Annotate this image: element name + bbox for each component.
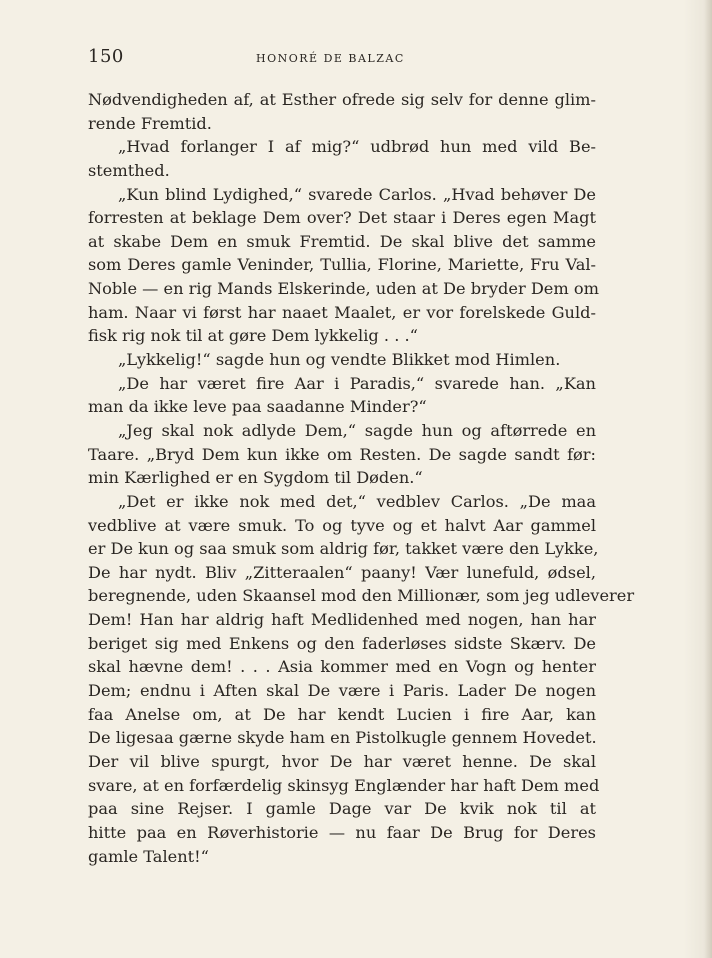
text-line: Noble — en rig Mands Elskerinde, uden at De bryder Dem om	[88, 279, 599, 299]
text-line: som Deres gamle Veninder, Tullia, Florine, Mariette, Fru Val-	[88, 255, 596, 275]
text-line: Dem; endnu i Aften skal De være i Paris. Lader De nogen	[88, 681, 596, 701]
text-line: er De kun og saa smuk som aldrig før, takket være den Lykke,	[88, 539, 599, 559]
text-line: De har nydt. Bliv „Zitteraalen“ paany! Vær lunefuld, ødsel,	[88, 562, 596, 582]
text-line: svare, at en forfærdelig skinsyg Englænder har haft Dem med	[88, 775, 600, 795]
text-line: paa sine Rejser. I gamle Dage var De kvik nok til at	[88, 799, 596, 819]
text-line: at skabe Dem en smuk Fremtid. De skal blive det samme	[88, 231, 596, 251]
body-text	[88, 88, 635, 868]
text-line: „Jeg skal nok adlyde Dem,“ sagde hun og aftørrede en	[118, 420, 596, 440]
text-line: forresten at beklage Dem over? Det staar i Deres egen Magt	[88, 208, 596, 228]
text-line: Dem! Han har aldrig haft Medlidenhed med nogen, han har	[88, 610, 596, 630]
text-line: man da ikke leve paa saadanne Minder?“	[88, 397, 427, 417]
text-line: fisk rig nok til at gøre Dem lykkelig . . .“	[88, 326, 418, 346]
text-line: Der vil blive spurgt, hvor De har været henne. De skal	[88, 751, 596, 771]
text-line: faa Anelse om, at De har kendt Lucien i fire Aar, kan	[88, 704, 596, 724]
text-line: „Kun blind Lydighed,“ svarede Carlos. „Hvad behøver De	[118, 184, 596, 204]
text-line: „Lykkelig!“ sagde hun og vendte Blikket mod Himlen.	[118, 350, 561, 370]
text-line: beriget sig med Enkens og den faderløses sidste Skærv. De	[88, 633, 596, 653]
text-line: ham. Naar vi først har naaet Maalet, er vor forelskede Guld-	[88, 302, 596, 322]
text-line: stemthed.	[88, 160, 170, 180]
text-line: Nødvendigheden af, at Esther ofrede sig selv for denne glim-	[88, 90, 596, 109]
text-line: hitte paa en Røverhistorie — nu faar De Brug for Deres	[88, 822, 596, 842]
page-number: 150	[88, 46, 124, 67]
text-line: vedblive at være smuk. To og tyve og et halvt Aar gammel	[88, 515, 596, 535]
text-line: gamle Talent!“	[88, 846, 209, 866]
page-header	[88, 46, 596, 72]
text-line: Taare. „Bryd Dem kun ikke om Resten. De sagde sandt før:	[88, 444, 596, 464]
text-line: „De har været fire Aar i Paradis,“ svarede han. „Kan	[118, 373, 596, 393]
text-line: rende Fremtid.	[88, 113, 212, 133]
text-line: „Det er ikke nok med det,“ vedblev Carlos. „De maa	[118, 491, 596, 511]
running-head: HONORÉ DE BALZAC	[256, 52, 405, 65]
page-edge-shadow	[704, 0, 712, 958]
text-line: skal hævne dem! . . . Asia kommer med en Vogn og henter	[88, 657, 596, 677]
text-line: min Kærlighed er en Sygdom til Døden.“	[88, 468, 423, 488]
text-line: beregnende, uden Skaansel mod den Millionær, som jeg udleverer	[88, 586, 635, 606]
text-line: De ligesaa gærne skyde ham en Pistolkugle gennem Hovedet.	[88, 728, 597, 748]
text-line: „Hvad forlanger I af mig?“ udbrød hun med vild Be-	[118, 137, 596, 157]
